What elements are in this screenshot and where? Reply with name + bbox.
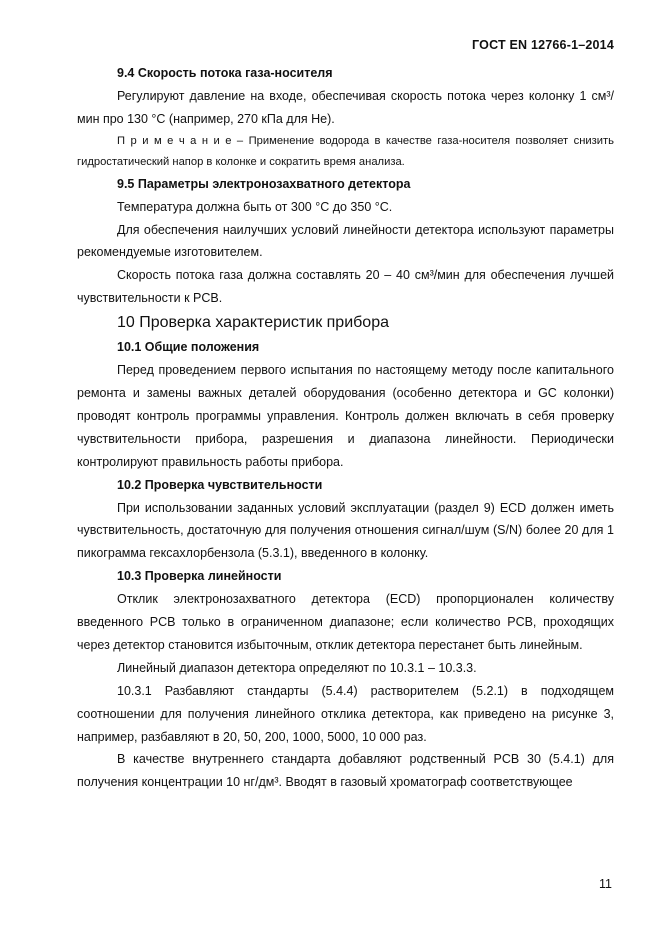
section-9-5-paragraph-3: Скорость потока газа должна составлять 20 – 40 см³/мин для обеспечения лучшей чувствительности к PCB. [77,268,614,306]
section-10-3-1-paragraph: 10.3.1 Разбавляют стандарты (5.4.4) растворителем (5.2.1) в подходящем соотношении для получения линейного отклика детектора, как приведено на рисунке 3, например, разбавляют в 20, 50, 200, 1000, 5000, 10 000 раз. [77,683,614,744]
section-10-1-paragraph-1: Перед проведением первого испытания по настоящему методу после капитального ремонта и замены важных деталей оборудования (особенно детектора и GC колонки) проводят контроль программы управления. Контроль должен включать в себя проверку чувствительности прибора, разрешения и диапазона линейности. Периодически контролируют правильность работы прибора. [77,363,614,469]
section-10-3-paragraph-2: Линейный диапазон детектора определяют по 10.3.1 – 10.3.3. [117,660,477,675]
standard-header: ГОСТ EN 12766-1–2014 [472,38,614,52]
section-9-4-paragraph-1: Регулируют давление на входе, обеспечивая скорость потока через колонку 1 см³/мин про 130 °C (например, 270 кПа для He). [77,88,614,126]
section-10-3-paragraph-1: Отклик электронозахватного детектора (ECD) пропорционален количеству введенного PCB только в ограниченном диапазоне; если количество PCB, проходящих через детектор становится избыточным, отклик детектора перестанет быть линейным. [77,592,614,652]
page-content [77,62,614,794]
section-9-4-title: 9.4 Скорость потока газа-носителя [117,66,333,80]
section-9-5-title: 9.5 Параметры электронозахватного детектора [117,176,411,191]
section-10-2-paragraph-1: При использовании заданных условий эксплуатации (раздел 9) ECD должен иметь чувствительность, достаточную для получения отношения сигнал/шум (S/N) более 20 для 1 пикограмма гексахлорбензола (5.3.1), введенного в колонку. [77,500,614,561]
section-10-2-title: 10.2 Проверка чувствительности [117,477,323,492]
section-10-3-paragraph-4: В качестве внутреннего стандарта добавляют родственный PCB 30 (5.4.1) для получения концентрации 10 нг/дм³. Вводят в газовый хроматограф соответствующее [77,752,614,790]
section-10-title: 10 Проверка характеристик прибора [117,314,389,332]
section-10-1-title: 10.1 Общие положения [117,340,260,355]
section-9-4-note: П р и м е ч а н и е – Применение водорода в качестве газа-носителя позволяет снизить гидростатический напор в колонке и сократить время анализа. [77,134,614,168]
page-number: 11 [599,877,612,891]
section-9-5-paragraph-2: Для обеспечения наилучших условий линейности детектора используют параметры рекомендуемые изготовителем. [77,222,614,260]
section-10-3-title: 10.3 Проверка линейности [117,569,282,584]
section-9-5-paragraph-1: Температура должна быть от 300 °C до 350 °C. [117,199,393,214]
